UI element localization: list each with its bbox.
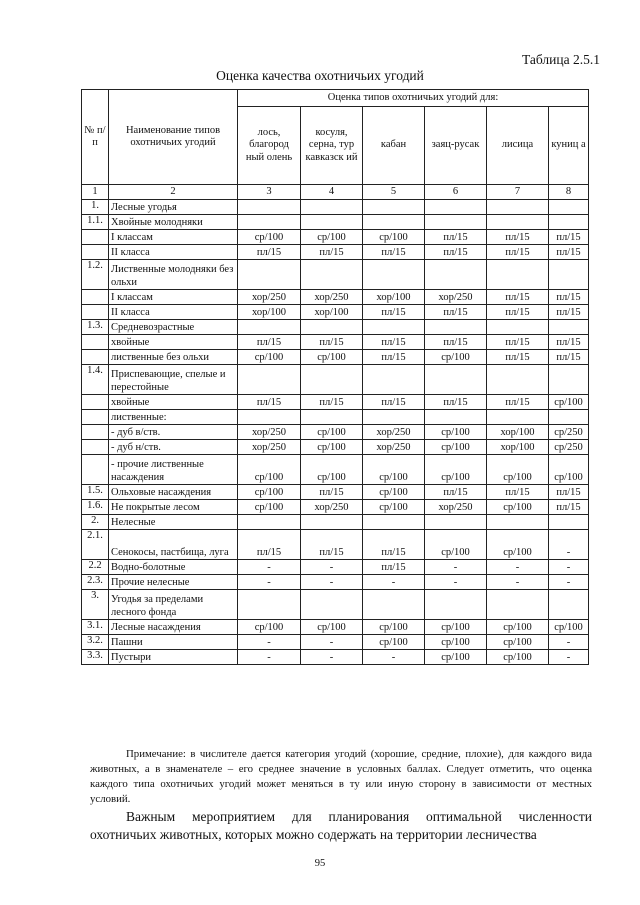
rating-cell: ср/100 (363, 485, 425, 500)
column-number: 7 (487, 185, 549, 200)
rating-cell (238, 590, 301, 620)
rating-cell (301, 365, 363, 395)
row-number: 2.3. (82, 575, 109, 590)
row-number: 3.2. (82, 635, 109, 650)
rating-cell (425, 365, 487, 395)
rating-cell: хор/250 (238, 440, 301, 455)
rating-cell (238, 320, 301, 335)
header-animal: кабан (363, 107, 425, 185)
rating-cell: ср/100 (549, 455, 589, 485)
row-name: Не покрытые лесом (109, 500, 238, 515)
rating-cell (363, 320, 425, 335)
rating-cell: ср/100 (238, 455, 301, 485)
rating-cell: - (238, 635, 301, 650)
rating-cell: пл/15 (363, 395, 425, 410)
rating-cell: хор/250 (425, 290, 487, 305)
rating-cell: - (425, 560, 487, 575)
column-number: 4 (301, 185, 363, 200)
row-name: Лесные насаждения (109, 620, 238, 635)
row-number: 1.3. (82, 320, 109, 335)
rating-cell (363, 590, 425, 620)
rating-cell: пл/15 (549, 350, 589, 365)
rating-cell: пл/15 (549, 305, 589, 320)
rating-cell (363, 515, 425, 530)
rating-cell: ср/250 (549, 440, 589, 455)
row-name: Лиственные молодняки без ольхи (109, 260, 238, 290)
rating-cell: ср/100 (487, 635, 549, 650)
rating-cell: пл/15 (238, 245, 301, 260)
rating-cell: пл/15 (549, 245, 589, 260)
rating-cell (363, 365, 425, 395)
table-row (82, 230, 589, 245)
column-number: 5 (363, 185, 425, 200)
row-number (82, 350, 109, 365)
rating-cell: ср/100 (425, 530, 487, 560)
rating-cell: ср/100 (425, 440, 487, 455)
table-row (82, 290, 589, 305)
rating-cell: хор/100 (301, 305, 363, 320)
rating-cell (549, 215, 589, 230)
table-row (82, 485, 589, 500)
rating-cell: ср/100 (487, 500, 549, 515)
rating-cell: ср/100 (363, 455, 425, 485)
rating-cell: - (301, 650, 363, 665)
rating-cell: пл/15 (238, 530, 301, 560)
rating-cell (301, 260, 363, 290)
table-row (82, 320, 589, 335)
rating-cell (487, 590, 549, 620)
body-paragraph: Важным мероприятием для планирования оптимальной численности охотничьих животных, которых можно содержать на территории лесничества (90, 809, 592, 842)
rating-cell: ср/100 (425, 425, 487, 440)
table-row (82, 575, 589, 590)
rating-cell: хор/250 (301, 290, 363, 305)
column-number: 2 (109, 185, 238, 200)
rating-cell: ср/100 (363, 500, 425, 515)
rating-cell: ср/100 (549, 620, 589, 635)
rating-cell: хор/250 (363, 425, 425, 440)
row-name: Пустыри (109, 650, 238, 665)
column-number: 8 (549, 185, 589, 200)
header-animal: заяц-русак (425, 107, 487, 185)
row-name: - дуб н/ств. (109, 440, 238, 455)
rating-cell: ср/100 (301, 425, 363, 440)
rating-cell: хор/100 (487, 440, 549, 455)
rating-cell (363, 410, 425, 425)
rating-cell (487, 200, 549, 215)
rating-cell: пл/15 (363, 530, 425, 560)
rating-cell: пл/15 (363, 335, 425, 350)
rating-cell: пл/15 (425, 230, 487, 245)
rating-cell: - (301, 560, 363, 575)
rating-cell (301, 410, 363, 425)
row-number: 2. (82, 515, 109, 530)
rating-cell: пл/15 (363, 350, 425, 365)
rating-cell: ср/100 (301, 440, 363, 455)
rating-cell (549, 320, 589, 335)
rating-cell (425, 200, 487, 215)
table-row (82, 530, 589, 560)
rating-cell: хор/250 (238, 290, 301, 305)
row-number (82, 395, 109, 410)
rating-cell: ср/100 (487, 620, 549, 635)
table-row (82, 620, 589, 635)
table-row (82, 410, 589, 425)
rating-cell: ср/100 (425, 620, 487, 635)
table-row (82, 425, 589, 440)
rating-cell (549, 590, 589, 620)
row-number (82, 335, 109, 350)
rating-cell: хор/100 (238, 305, 301, 320)
row-name: Лесные угодья (109, 200, 238, 215)
table-row (82, 260, 589, 290)
rating-cell: - (549, 530, 589, 560)
row-number: 1.1. (82, 215, 109, 230)
row-number (82, 245, 109, 260)
rating-cell: - (549, 575, 589, 590)
rating-cell: пл/15 (549, 485, 589, 500)
rating-cell (487, 515, 549, 530)
row-name: Пашни (109, 635, 238, 650)
rating-cell: пл/15 (425, 305, 487, 320)
rating-cell: пл/15 (549, 230, 589, 245)
rating-cell: пл/15 (549, 290, 589, 305)
rating-cell (301, 200, 363, 215)
rating-cell (487, 260, 549, 290)
table-row (82, 350, 589, 365)
rating-cell: ср/100 (425, 350, 487, 365)
rating-cell: ср/100 (363, 230, 425, 245)
rating-cell: пл/15 (425, 485, 487, 500)
row-name: лиственные: (109, 410, 238, 425)
rating-cell: - (549, 635, 589, 650)
rating-cell (425, 515, 487, 530)
rating-cell: пл/15 (363, 560, 425, 575)
rating-cell: пл/15 (301, 485, 363, 500)
table-row (82, 335, 589, 350)
rating-cell (363, 200, 425, 215)
rating-cell: ср/100 (425, 650, 487, 665)
rating-cell: ср/100 (363, 620, 425, 635)
row-number: 1.6. (82, 500, 109, 515)
table-row (82, 200, 589, 215)
rating-cell: пл/15 (425, 335, 487, 350)
row-name: Прочие нелесные (109, 575, 238, 590)
table-row (82, 245, 589, 260)
row-number: 3.1. (82, 620, 109, 635)
rating-cell: ср/250 (549, 425, 589, 440)
rating-cell: ср/100 (487, 455, 549, 485)
row-number (82, 425, 109, 440)
row-name: I классам (109, 230, 238, 245)
rating-cell: пл/15 (487, 290, 549, 305)
page-title: Оценка качества охотничьих угодий (216, 68, 424, 83)
rating-cell: - (238, 560, 301, 575)
table-row (82, 500, 589, 515)
rating-cell (549, 260, 589, 290)
rating-cell (549, 410, 589, 425)
rating-cell (487, 320, 549, 335)
rating-cell: ср/100 (425, 635, 487, 650)
rating-cell: - (238, 650, 301, 665)
header-name: Наименование типов охотничьих угодий (109, 90, 238, 185)
rating-cell: пл/15 (363, 305, 425, 320)
table-row (82, 440, 589, 455)
rating-cell (238, 260, 301, 290)
header-animal: лисица (487, 107, 549, 185)
rating-cell: хор/100 (487, 425, 549, 440)
rating-cell (425, 260, 487, 290)
row-name: - прочие лиственные насаждения (109, 455, 238, 485)
rating-cell: ср/100 (238, 350, 301, 365)
row-number: 3. (82, 590, 109, 620)
rating-cell: пл/15 (487, 230, 549, 245)
rating-cell (425, 410, 487, 425)
rating-cell (425, 215, 487, 230)
row-name: Угодья за пределами лесного фонда (109, 590, 238, 620)
row-number (82, 455, 109, 485)
row-name: Ольховые насаждения (109, 485, 238, 500)
table-row (82, 515, 589, 530)
page-number: 95 (314, 858, 326, 869)
rating-cell: ср/100 (301, 350, 363, 365)
rating-cell: пл/15 (487, 395, 549, 410)
rating-cell (425, 590, 487, 620)
rating-cell: - (549, 560, 589, 575)
rating-cell: - (238, 575, 301, 590)
rating-cell: пл/15 (363, 245, 425, 260)
row-name: Хвойные молодняки (109, 215, 238, 230)
rating-cell (238, 200, 301, 215)
table-row (82, 635, 589, 650)
row-number: 1.5. (82, 485, 109, 500)
rating-cell: - (487, 575, 549, 590)
rating-cell: пл/15 (549, 500, 589, 515)
rating-cell: пл/15 (238, 395, 301, 410)
rating-cell: - (363, 575, 425, 590)
rating-cell: ср/100 (301, 230, 363, 245)
rating-cell (487, 365, 549, 395)
rating-cell: пл/15 (549, 335, 589, 350)
rating-cell (425, 320, 487, 335)
header-animal: лось, благород ный олень (238, 107, 301, 185)
rating-cell: пл/15 (487, 335, 549, 350)
row-number: 3.3. (82, 650, 109, 665)
row-number: 2.2 (82, 560, 109, 575)
rating-cell: ср/100 (301, 620, 363, 635)
row-number: 1.4. (82, 365, 109, 395)
rating-cell: хор/250 (425, 500, 487, 515)
rating-cell: ср/100 (238, 230, 301, 245)
rating-cell (238, 410, 301, 425)
row-number (82, 230, 109, 245)
rating-cell: пл/15 (487, 350, 549, 365)
column-number: 6 (425, 185, 487, 200)
rating-cell: ср/100 (238, 620, 301, 635)
table-row (82, 560, 589, 575)
footnote: Примечание: в числителе дается категория угодий (хорошие, средние, плохие), для каждого вида животных, а в знаменателе – его среднее значение в условных баллах. Следует отметить, что оценка каждого типа охотничьих угодий может меняться в ту или иную сторону в зависимости от местных условий. (90, 748, 592, 805)
row-name: - дуб в/ств. (109, 425, 238, 440)
header-group: Оценка типов охотничьих угодий для: (238, 90, 589, 107)
rating-cell (549, 515, 589, 530)
rating-cell: хор/250 (301, 500, 363, 515)
rating-cell: ср/100 (425, 455, 487, 485)
row-name: Приспевающие, спелые и перестойные (109, 365, 238, 395)
row-name: хвойные (109, 335, 238, 350)
row-number: 2.1. (82, 530, 109, 560)
rating-cell (363, 260, 425, 290)
row-name: хвойные (109, 395, 238, 410)
row-name: Средневозрастные (109, 320, 238, 335)
header-num: № п/п (82, 90, 109, 185)
row-number (82, 440, 109, 455)
rating-cell: пл/15 (301, 530, 363, 560)
header-animal: косуля, серна, тур кавказск ий (301, 107, 363, 185)
table-row (82, 215, 589, 230)
rating-cell: пл/15 (238, 335, 301, 350)
row-name: I классам (109, 290, 238, 305)
rating-cell: - (301, 635, 363, 650)
rating-cell (301, 515, 363, 530)
rating-cell (487, 215, 549, 230)
table-row (82, 395, 589, 410)
rating-cell (238, 215, 301, 230)
rating-cell: - (301, 575, 363, 590)
row-number (82, 290, 109, 305)
rating-cell: хор/100 (363, 290, 425, 305)
rating-cell (549, 365, 589, 395)
row-name: Сенокосы, пастбища, луга (109, 530, 238, 560)
header-animal: куниц а (549, 107, 589, 185)
rating-cell: хор/250 (238, 425, 301, 440)
rating-cell (301, 215, 363, 230)
rating-cell: ср/100 (301, 455, 363, 485)
rating-cell (549, 200, 589, 215)
row-name: лиственные без ольхи (109, 350, 238, 365)
table-row (82, 365, 589, 395)
row-number (82, 305, 109, 320)
row-name: Нелесные (109, 515, 238, 530)
rating-cell: ср/100 (238, 500, 301, 515)
rating-cell: пл/15 (425, 245, 487, 260)
rating-cell: ср/100 (487, 530, 549, 560)
table-row (82, 590, 589, 620)
rating-cell (301, 590, 363, 620)
column-number: 3 (238, 185, 301, 200)
rating-cell: - (549, 650, 589, 665)
table-row (82, 455, 589, 485)
rating-cell: - (487, 560, 549, 575)
rating-cell: пл/15 (425, 395, 487, 410)
table-row (82, 650, 589, 665)
rating-cell (301, 320, 363, 335)
rating-cell: пл/15 (487, 305, 549, 320)
row-number: 1.2. (82, 260, 109, 290)
table-row (82, 305, 589, 320)
rating-cell (238, 365, 301, 395)
rating-cell: хор/250 (363, 440, 425, 455)
rating-cell (238, 515, 301, 530)
rating-cell: пл/15 (301, 335, 363, 350)
rating-cell (487, 410, 549, 425)
hunting-grounds-table (81, 89, 589, 665)
row-number (82, 410, 109, 425)
rating-cell: - (425, 575, 487, 590)
rating-cell: пл/15 (487, 245, 549, 260)
rating-cell (363, 215, 425, 230)
row-name: II класса (109, 305, 238, 320)
rating-cell: пл/15 (301, 395, 363, 410)
rating-cell: ср/100 (363, 635, 425, 650)
row-name: II класса (109, 245, 238, 260)
rating-cell: пл/15 (487, 485, 549, 500)
rating-cell: пл/15 (301, 245, 363, 260)
row-name: Водно-болотные (109, 560, 238, 575)
table-label: Таблица 2.5.1 (522, 52, 600, 67)
rating-cell: - (363, 650, 425, 665)
rating-cell: ср/100 (549, 395, 589, 410)
column-number: 1 (82, 185, 109, 200)
rating-cell: ср/100 (487, 650, 549, 665)
row-number: 1. (82, 200, 109, 215)
rating-cell: ср/100 (238, 485, 301, 500)
